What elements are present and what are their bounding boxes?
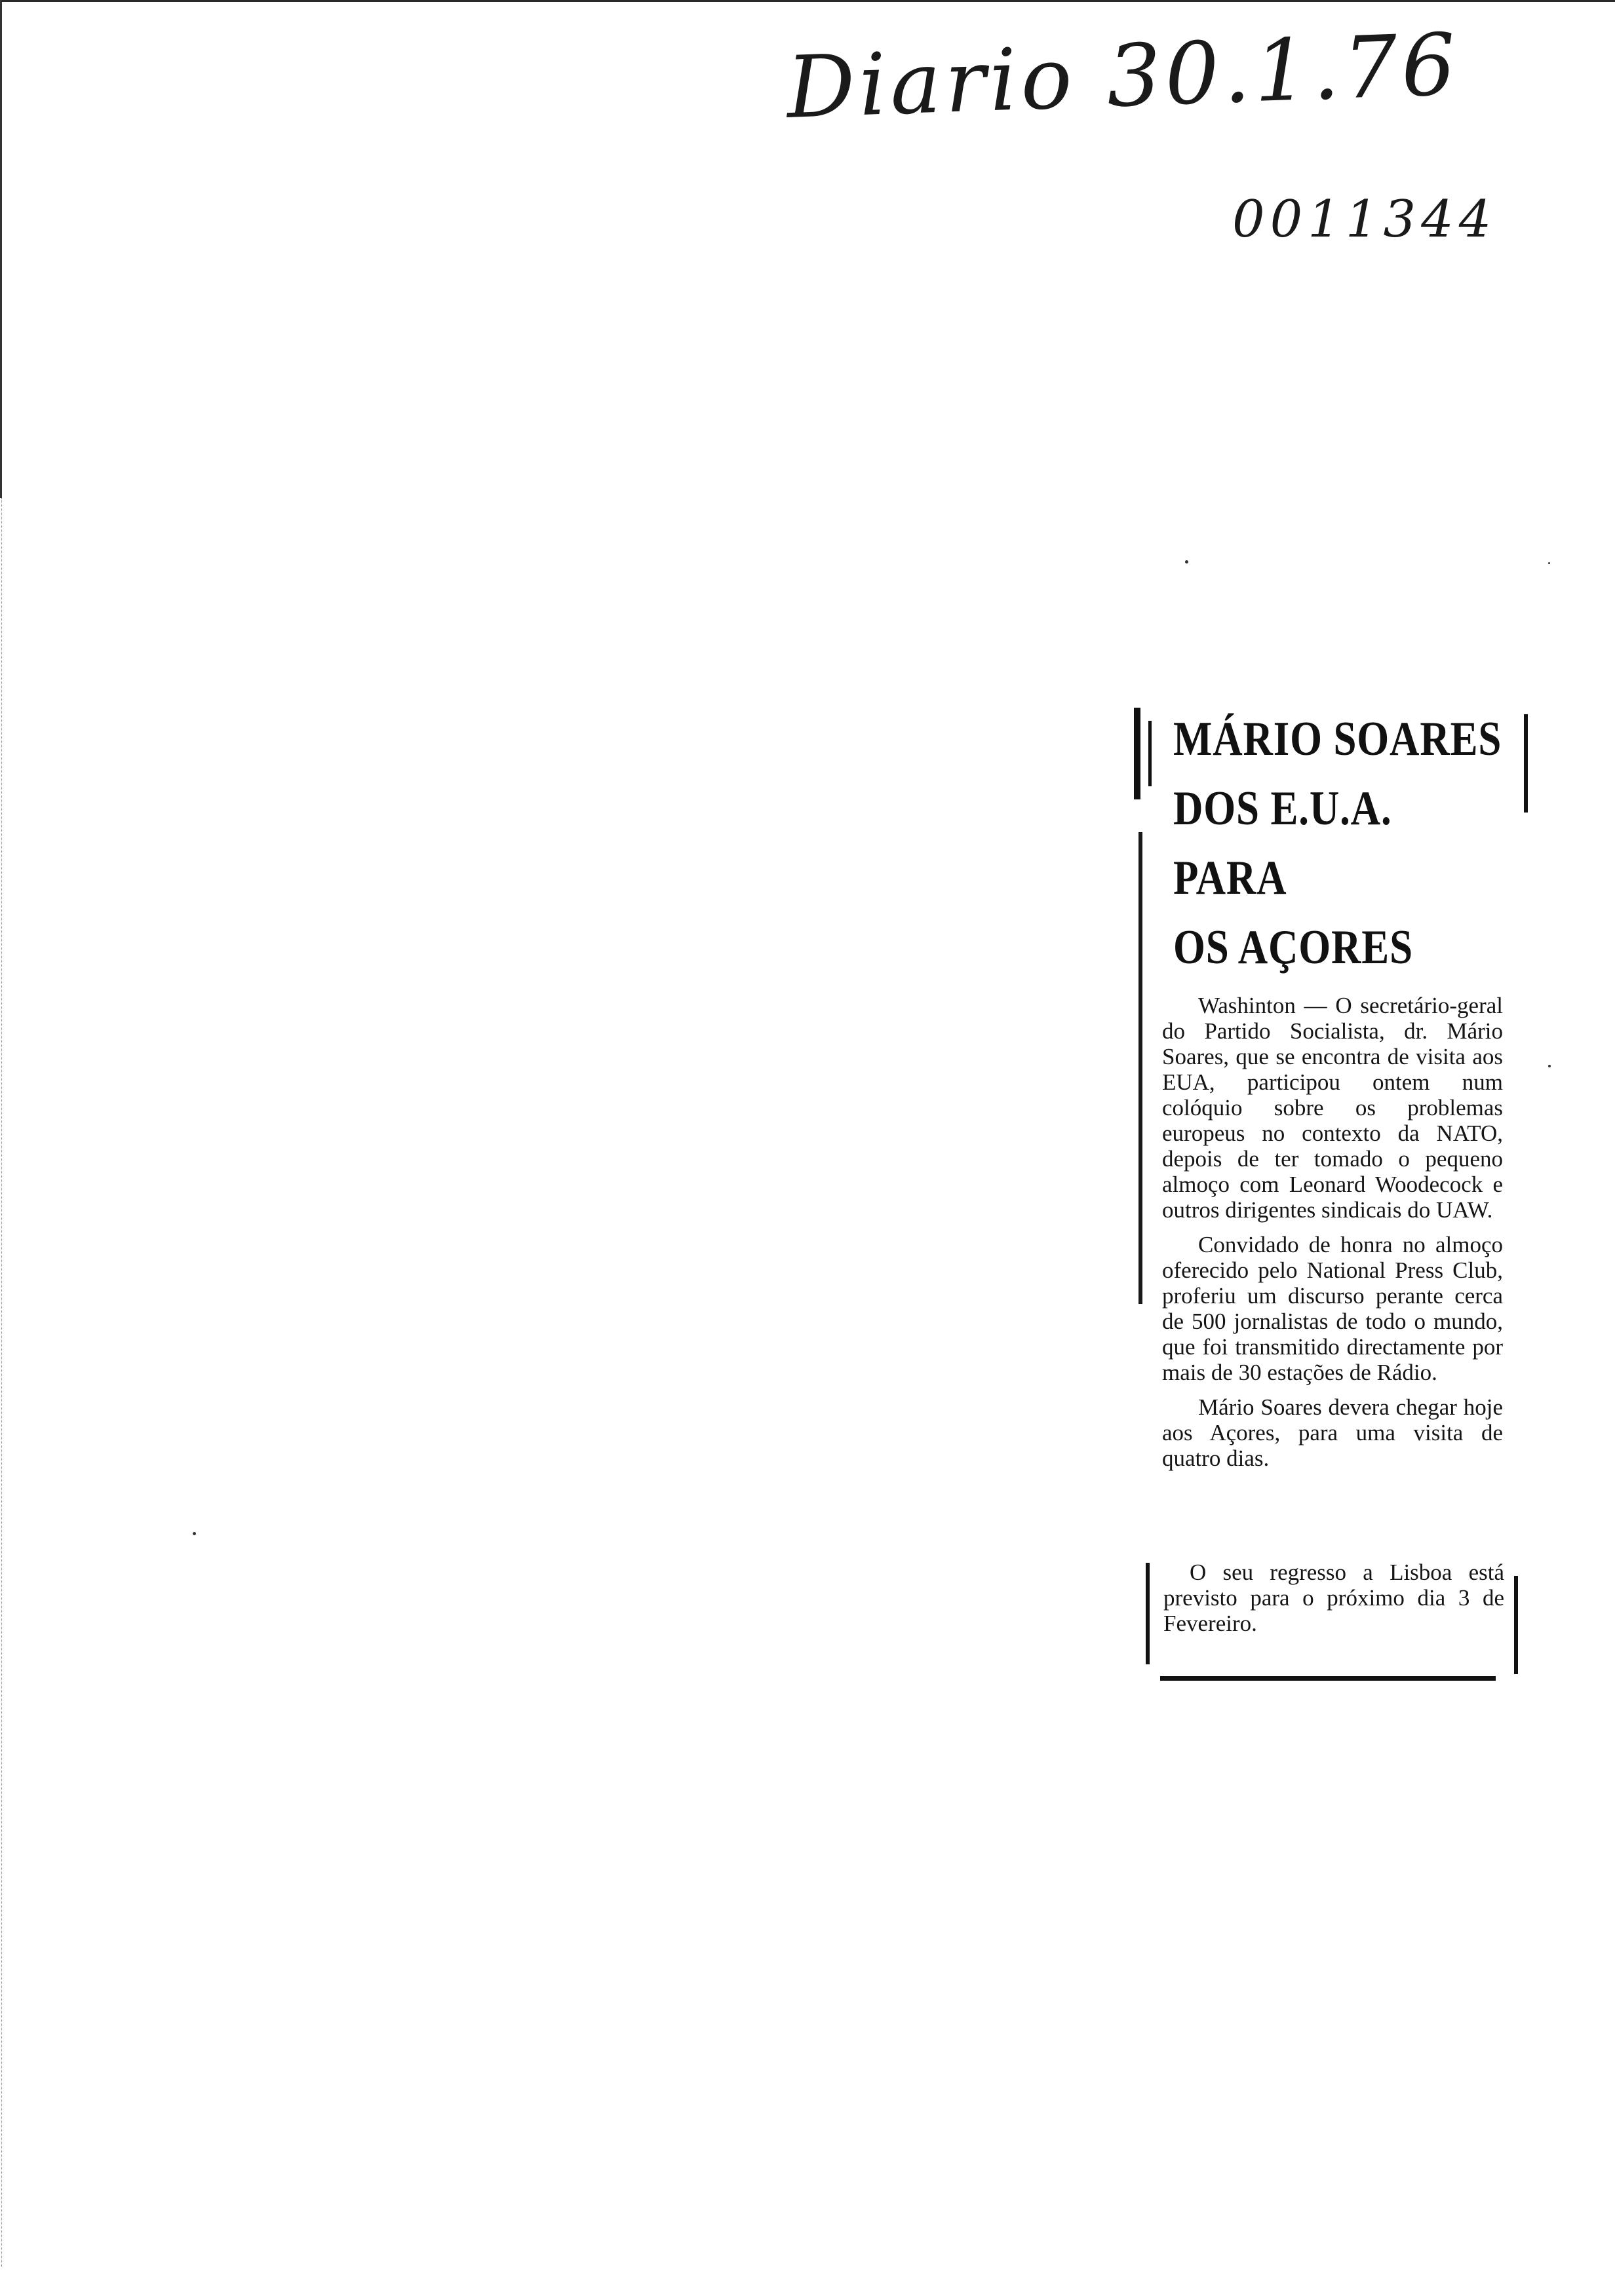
rule-long bbox=[1138, 832, 1142, 1304]
scan-speck bbox=[193, 1532, 196, 1535]
headline-line: DOS E.U.A. bbox=[1173, 782, 1392, 835]
scan-edge-top bbox=[0, 0, 1615, 5]
scan-edge-left bbox=[0, 0, 6, 498]
article-body bbox=[1162, 993, 1503, 1480]
handwritten-code-annotation: 0011344 bbox=[1232, 190, 1497, 249]
box-right-rule bbox=[1514, 1576, 1518, 1674]
rule-thin bbox=[1148, 721, 1152, 786]
scan-speck bbox=[1548, 1065, 1551, 1067]
boxed-paragraph bbox=[1163, 1559, 1504, 1636]
headline-line: PARA bbox=[1173, 851, 1287, 905]
article-paragraph: Convidado de honra no almoço oferecido pelo National Press Club, proferiu um discurso perante cerca de 500 jornalistas de todo o mundo, que foi transmitido directamente por mais de 30 estações de Rádio. bbox=[1162, 1232, 1503, 1385]
scan-speck bbox=[1185, 560, 1188, 564]
handwritten-date-annotation: Diario 30.1.76 bbox=[785, 14, 1462, 138]
scan-speck bbox=[1548, 562, 1550, 564]
box-bottom-rule bbox=[1160, 1676, 1496, 1681]
article-paragraph: O seu regresso a Lisboa está previsto para o próximo dia 3 de Fevereiro. bbox=[1163, 1559, 1504, 1636]
headline-line: OS AÇORES bbox=[1173, 921, 1413, 974]
article-headline bbox=[1173, 704, 1502, 982]
clipping-right-rule bbox=[1524, 714, 1528, 813]
rule-thick bbox=[1134, 708, 1140, 799]
headline-line: MÁRIO SOARES bbox=[1173, 712, 1502, 766]
clipping-left-rule bbox=[1134, 708, 1143, 1487]
box-left-rule bbox=[1146, 1563, 1150, 1664]
article-paragraph: Mário Soares devera chegar hoje aos Açores, para uma visita de quatro dias. bbox=[1162, 1394, 1503, 1471]
article-paragraph: Washinton — O secretário-geral do Partido Socialista, dr. Mário Soares, que se encontra de visita aos EUA, participou ontem num colóquio sobre os problemas europeus no contexto da NATO, depois de ter tomado o pequeno almoço com Leonard Woodecock e outros dirigentes sindicais do UAW. bbox=[1162, 993, 1503, 1223]
scan-edge-left-faint bbox=[1, 498, 3, 2267]
